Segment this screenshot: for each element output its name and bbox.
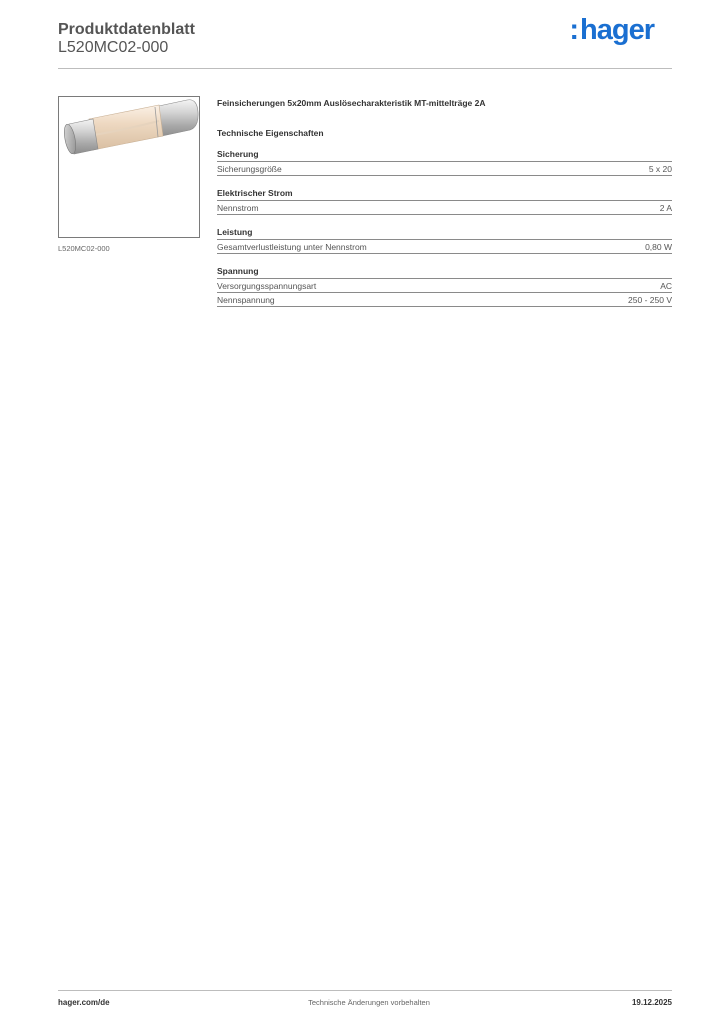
property-value: 5 x 20 [648, 164, 672, 174]
footer-website-link[interactable]: hager.com/de [58, 998, 110, 1007]
group-sicherung [217, 149, 672, 176]
header-divider [58, 68, 672, 69]
property-row [217, 162, 672, 176]
footer-notice: Technische Änderungen vorbehalten [308, 998, 430, 1007]
group-spannung [217, 266, 672, 307]
image-caption: L520MC02-000 [58, 244, 110, 253]
property-value: 250 - 250 V [628, 295, 672, 305]
property-groups [217, 149, 672, 307]
product-description: Feinsicherungen 5x20mm Auslösecharakteristik MT-mittelträge 2A [217, 98, 486, 108]
property-label: Gesamtverlustleistung unter Nennstrom [217, 242, 367, 252]
product-details [217, 96, 672, 319]
property-value: 0,80 W [645, 242, 672, 252]
fuse-cartridge-icon [59, 97, 199, 237]
property-label: Sicherungsgröße [217, 164, 282, 174]
footer-divider [58, 990, 672, 991]
group-title: Sicherung [217, 149, 672, 162]
logo-colon: : [569, 14, 580, 46]
property-label: Nennspannung [217, 295, 275, 305]
footer-date: 19.12.2025 [631, 998, 672, 1007]
property-label: Versorgungsspannungsart [217, 281, 317, 291]
property-value: 2 A [659, 203, 672, 213]
group-title: Leistung [217, 227, 672, 240]
logo-text: hager [580, 14, 654, 46]
group-title: Elektrischer Strom [217, 188, 672, 201]
page-title: Produktdatenblatt [58, 21, 195, 38]
group-elektrischer-strom [217, 188, 672, 215]
product-code: L520MC02-000 [58, 39, 169, 56]
product-image [58, 96, 200, 238]
property-value: AC [660, 281, 672, 291]
property-label: Nennstrom [217, 203, 259, 213]
group-leistung [217, 227, 672, 254]
section-title: Technische Eigenschaften [217, 128, 324, 138]
group-title: Spannung [217, 266, 672, 279]
property-row [217, 240, 672, 254]
hager-logo[interactable] [569, 14, 654, 47]
property-row [217, 293, 672, 307]
property-row [217, 279, 672, 293]
property-row [217, 201, 672, 215]
